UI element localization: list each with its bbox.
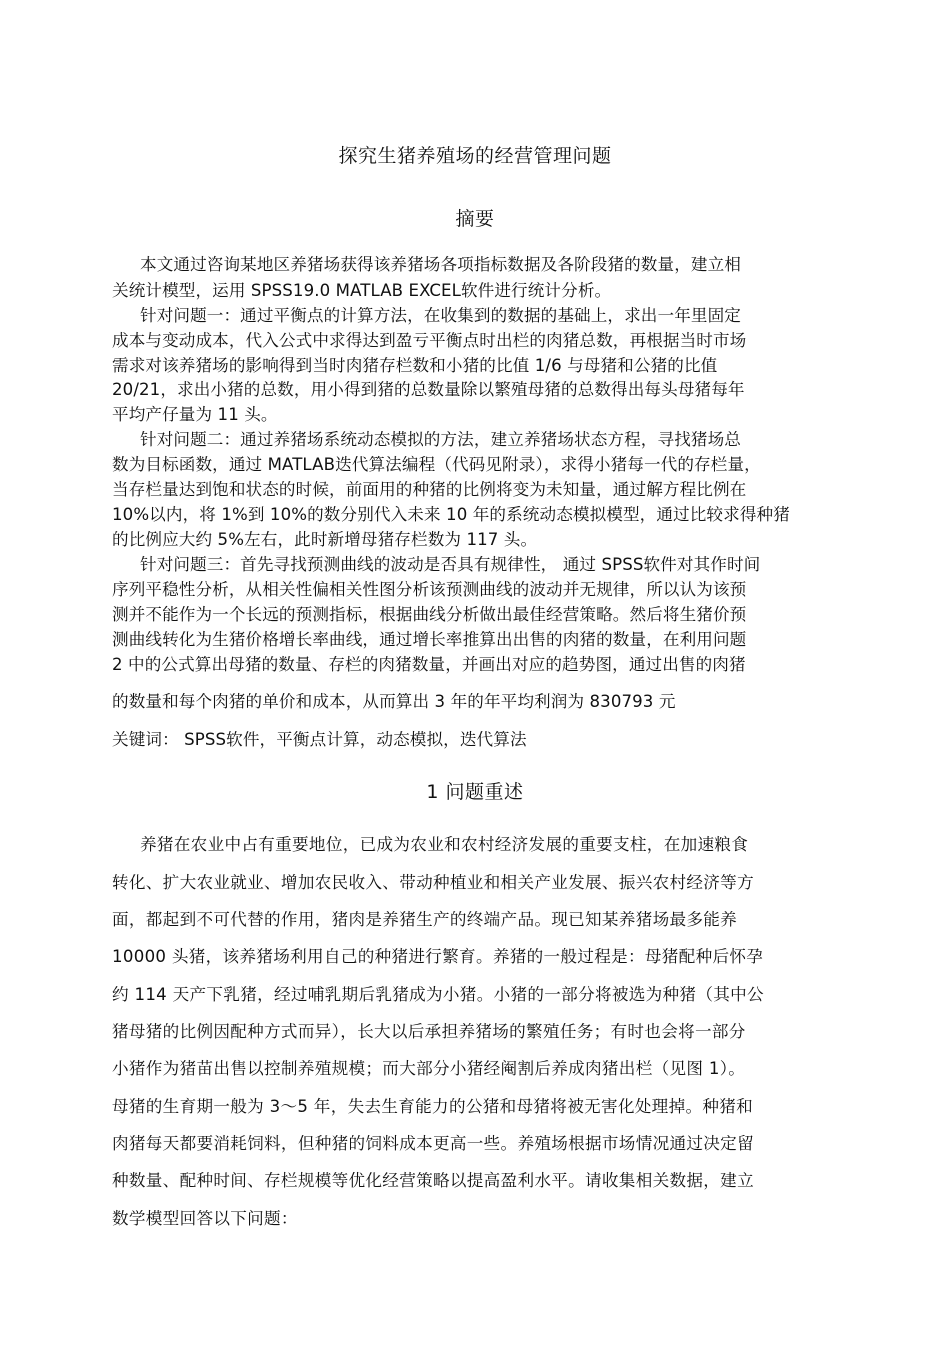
abstract-line: 关统计模型，运用 SPSS19.0 MATLAB EXCEL软件进行统计分析。: [112, 281, 612, 300]
section-heading: 1 问题重述: [426, 781, 524, 803]
abstract-line: 序列平稳性分析，从相关性偏相关性图分析该预测曲线的波动并无规律，所以认为该预: [112, 580, 747, 599]
body-line: 小猪作为猪苗出售以控制养殖规模；而大部分小猪经阉割后养成肉猪出栏（见图 1）。: [112, 1059, 746, 1078]
body-line: 猪母猪的比例因配种方式而异），长大以后承担养猪场的繁殖任务；有时也会将一部分: [112, 1022, 746, 1041]
abstract-line: 的数量和每个肉猪的单价和成本，从而算出 3 年的年平均利润为 830793 元: [112, 692, 676, 711]
body-line: 面，都起到不可代替的作用，猪肉是养猪生产的终端产品。现已知某养猪场最多能养: [112, 910, 738, 929]
abstract-line: 20/21，求出小猪的总数，用小得到猪的总数量除以繁殖母猪的总数得出每头母猪每年: [112, 380, 745, 399]
body-line: 母猪的生育期一般为 3～5 年，失去生育能力的公猪和母猪将被无害化处理掉。种猪和: [112, 1097, 754, 1116]
paper-title: 探究生猪养殖场的经营管理问题: [338, 145, 612, 167]
abstract-heading: 摘要: [455, 208, 495, 230]
abstract-line: 成本与变动成本，代入公式中求得达到盈亏平衡点时出栏的肉猪总数，再根据当时市场: [112, 331, 747, 350]
body-line: 肉猪每天都要消耗饲料，但种猪的饲料成本更高一些。养殖场根据市场情况通过决定留: [112, 1134, 754, 1153]
abstract-line: 10%以内，将 1%到 10%的数分别代入未来 10 年的系统动态模拟模型，通过比较求得种猪: [112, 505, 790, 524]
abstract-line: 平均产仔量为 11 头。: [112, 405, 278, 424]
abstract-line: 针对问题三：首先寻找预测曲线的波动是否具有规律性， 通过 SPSS软件对其作时间: [140, 555, 761, 574]
abstract-line: 针对问题一：通过平衡点的计算方法，在收集到的数据的基础上，求出一年里固定: [140, 306, 741, 325]
keywords-line: 关键词： SPSS软件，平衡点计算，动态模拟，迭代算法: [112, 730, 527, 749]
abstract-line: 2 中的公式算出母猪的数量、存栏的肉猪数量，并画出对应的趋势图，通过出售的肉猪: [112, 655, 746, 674]
body-line: 数学模型回答以下问题：: [112, 1209, 298, 1228]
body-line: 10000 头猪，该养猪场利用自己的种猪进行繁育。养猪的一般过程是：母猪配种后怀孕: [112, 947, 764, 966]
abstract-line: 当存栏量达到饱和状态的时候，前面用的种猪的比例将变为未知量，通过解方程比例在: [112, 480, 747, 499]
abstract-line: 的比例应大约 5%左右，此时新增母猪存栏数为 117 头。: [112, 530, 538, 549]
abstract-line: 测曲线转化为生猪价格增长率曲线，通过增长率推算出出售的肉猪的数量，在利用问题: [112, 630, 747, 649]
abstract-line: 数为目标函数，通过 MATLAB迭代算法编程（代码见附录），求得小猪每一代的存栏量，: [112, 455, 761, 474]
abstract-line: 需求对该养猪场的影响得到当时肉猪存栏数和小猪的比值 1/6 与母猪和公猪的比值: [112, 356, 718, 375]
abstract-line: 测并不能作为一个长远的预测指标，根据曲线分析做出最佳经营策略。然后将生猪价预: [112, 605, 747, 624]
body-line: 养猪在农业中占有重要地位，已成为农业和农村经济发展的重要支柱，在加速粮食: [140, 835, 749, 854]
body-line: 转化、扩大农业就业、增加农民收入、带动种植业和相关产业发展、振兴农村经济等方: [112, 873, 754, 892]
body-line: 约 114 天产下乳猪，经过哺乳期后乳猪成为小猪。小猪的一部分将被选为种猪（其中公: [112, 985, 764, 1004]
abstract-line: 本文通过咨询某地区养猪场获得该养猪场各项指标数据及各阶段猪的数量，建立相: [140, 255, 741, 274]
abstract-line: 针对问题二：通过养猪场系统动态模拟的方法，建立养猪场状态方程，寻找猪场总: [140, 430, 741, 449]
body-line: 种数量、配种时间、存栏规模等优化经营策略以提高盈利水平。请收集相关数据，建立: [112, 1171, 754, 1190]
